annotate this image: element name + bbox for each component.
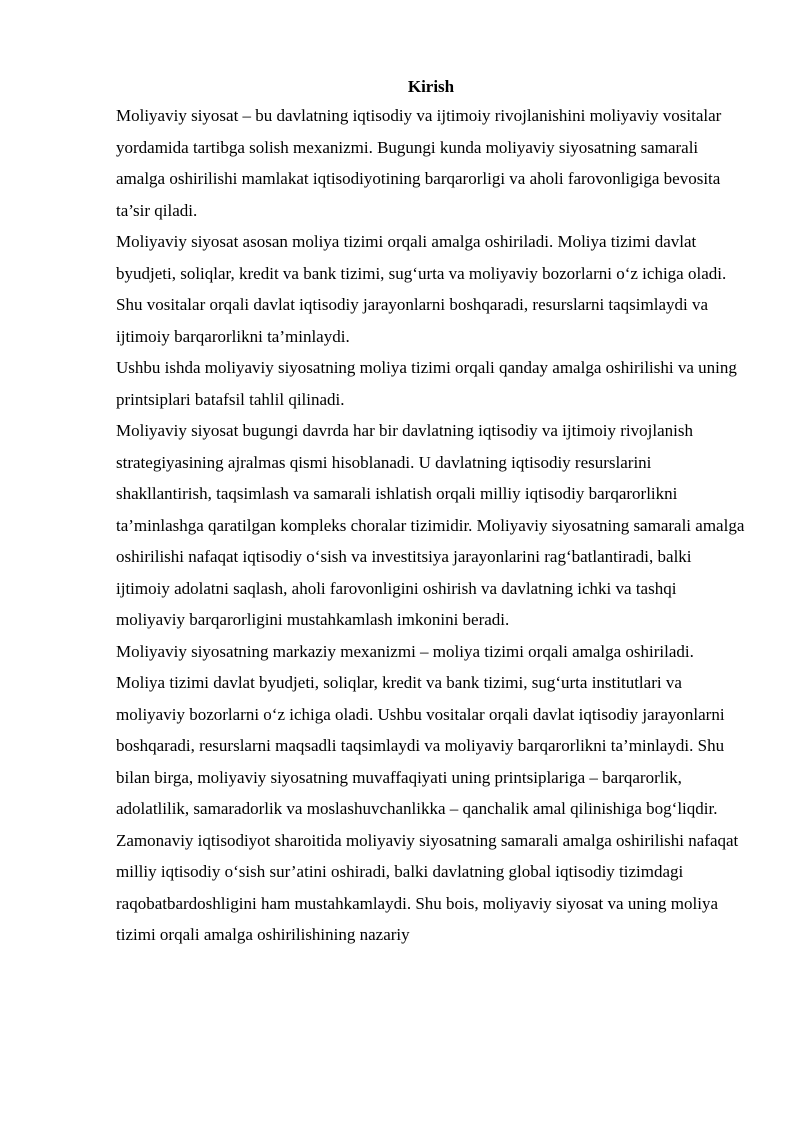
paragraph-4: Moliyaviy siyosat bugungi davrda har bir davlatning iqtisodiy va ijtimoiy rivojlanish strategiyasining ajralmas qismi hisoblanadi. U davlatning iqtisodiy resurslarini shakllantirish, taqsimlash va samarali ishlatish orqali milliy iqtisodiy barqarorlikni ta’minlashga qaratilgan kompleks choralar tizimidir. Moliyaviy siyosatning samarali amalga oshirilishi nafaqat iqtisodiy o‘sish va investitsiya jarayonlarini rag‘batlantiradi, balki ijtimoiy adolatni saqlash, aholi farovonligini oshirish va davlatning ichki va tashqi moliyaviy barqarorligini mustahkamlash imkonini beradi. [116, 421, 745, 629]
paragraph-6: Zamonaviy iqtisodiyot sharoitida moliyaviy siyosatning samarali amalga oshirilishi nafaqat milliy iqtisodiy o‘sish sur’atini oshiradi, balki davlatning global iqtisodiy tizimdagi raqobatbardoshligini ham mustahkamlaydi. Shu bois, moliyaviy siyosat va uning moliya tizimi orqali amalga oshirilishining nazariy [116, 830, 739, 944]
paragraph-5: Moliyaviy siyosatning markaziy mexanizmi – moliya tizimi orqali amalga oshiriladi. Moliya tizimi davlat byudjeti, soliqlar, kredit va bank tizimi, sug‘urta institutlari va moliyaviy bozorlarni o‘z ichiga oladi. Ushbu vositalar orqali davlat iqtisodiy jarayonlarni boshqaradi, resurslarni maqsadli taqsimlaydi va moliyaviy barqarorlikni ta’minlaydi. Shu bilan birga, moliyaviy siyosatning muvaffaqiyati uning printsiplariga – barqarorlik, adolatlilik, samaradorlik va moslashuvchanlikka – qanchalik amal qilinishiga bog‘liqdir. [116, 641, 725, 818]
paragraph-2: Moliyaviy siyosat asosan moliya tizimi orqali amalga oshiriladi. Moliya tizimi davlat byudjeti, soliqlar, kredit va bank tizimi, sug‘urta va moliyaviy bozorlarni o‘z ichiga oladi. Shu vositalar orqali davlat iqtisodiy jarayonlarni boshqaradi, resurslarni taqsimlaydi va ijtimoiy barqarorlikni ta’minlaydi. [116, 232, 727, 346]
paragraph-3: Ushbu ishda moliyaviy siyosatning moliya tizimi orqali qanday amalga oshirilishi va uning printsiplari batafsil tahlil qilinadi. [116, 358, 737, 409]
document-body [116, 76, 746, 951]
paragraph-1: Moliyaviy siyosat – bu davlatning iqtisodiy va ijtimoiy rivojlanishini moliyaviy vositalar yordamida tartibga solish mexanizmi. Bugungi kunda moliyaviy siyosatning samarali amalga oshirilishi mamlakat iqtisodiyotining barqarorligi va aholi farovonligiga bevosita ta’sir qiladi. [116, 106, 722, 220]
page-title: Kirish [407, 77, 455, 96]
